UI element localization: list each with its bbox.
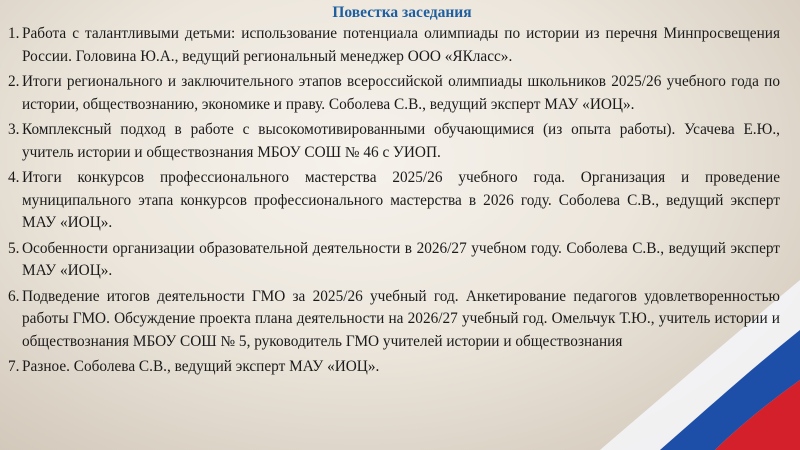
agenda-item-number: 7.	[8, 358, 20, 375]
agenda-item-3	[8, 119, 780, 164]
agenda-item-number: 2.	[8, 73, 20, 90]
agenda-item-text: Работа с талантливыми детьми: использование потенциала олимпиады по истории из перечня Минпросвещения России. Головина Ю.А., ведущий региональный менеджер ООО «ЯКласс».	[22, 25, 780, 65]
agenda-item-4	[8, 167, 780, 235]
agenda-item-number: 3.	[8, 121, 20, 138]
slide-content	[8, 0, 780, 382]
agenda-list	[8, 23, 780, 379]
agenda-item-text: Особенности организации образовательной деятельности в 2026/27 учебном году. Соболева С.В., ведущий эксперт МАУ «ИОЦ».	[22, 239, 780, 279]
agenda-item-number: 1.	[8, 25, 20, 42]
agenda-item-text: Разное. Соболева С.В., ведущий эксперт МАУ «ИОЦ».	[22, 358, 380, 375]
agenda-item-text: Итоги регионального и заключительного этапов всероссийской олимпиады школьников 2025/26 учебного года по истории, обществознанию, экономике и праву. Соболева С.В., ведущий эксперт МАУ «ИОЦ».	[22, 73, 780, 113]
agenda-item-6	[8, 286, 780, 354]
agenda-item-5	[8, 238, 780, 283]
agenda-item-2	[8, 71, 780, 116]
agenda-item-number: 4.	[8, 169, 20, 186]
agenda-item-text: Итоги конкурсов профессионального мастерства 2025/26 учебного года. Организация и проведение муниципального этапа конкурсов профессионального мастерства в 2026 году. Соболева С.В., ведущий эксперт МАУ «ИОЦ».	[22, 169, 780, 231]
agenda-item-text: Подведение итогов деятельности ГМО за 2025/26 учебный год. Анкетирование педагогов удовлетворенностью работы ГМО. Обсуждение проекта плана деятельности на 2026/27 учебный год. Омельчук Т.Ю., учитель истории и обществознания МБОУ СОШ № 5, руководитель ГМО учителей истории и обществознания	[22, 287, 780, 350]
slide-title: Повестка заседания	[332, 4, 472, 21]
agenda-item-number: 6.	[8, 287, 20, 305]
agenda-item-text: Комплексный подход в работе с высокомотивированными обучающимися (из опыта работы). Усачева Е.Ю., учитель истории и обществознания МБОУ СОШ № 46 с УИОП.	[22, 121, 780, 161]
agenda-item-1	[8, 23, 780, 68]
agenda-item-number: 5.	[8, 239, 20, 257]
agenda-item-7	[8, 356, 780, 379]
